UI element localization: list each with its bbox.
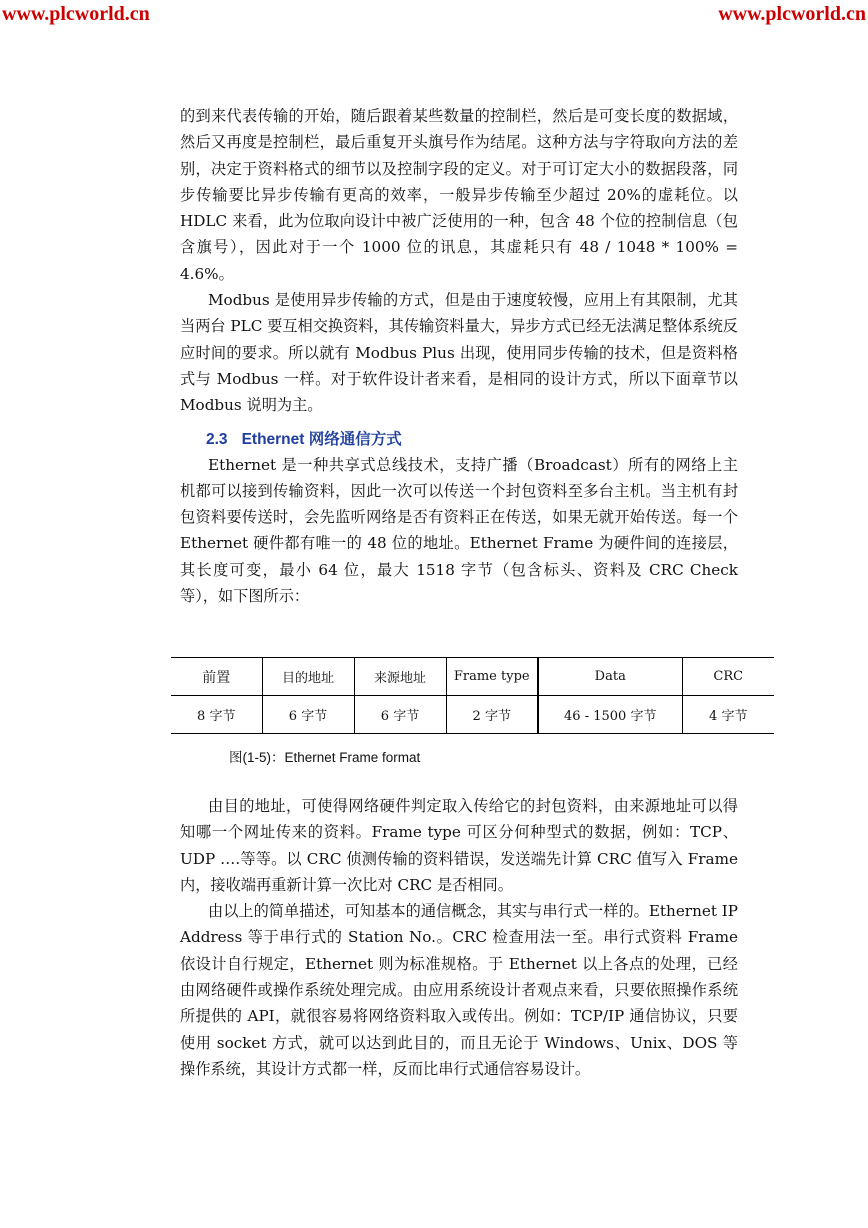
header-link-right[interactable]: www.plcworld.cn	[718, 3, 866, 25]
ethernet-frame-table	[171, 657, 774, 734]
paragraph-frame-fields: 由目的地址，可使得网络硬件判定取入传给它的封包资料，由来源地址可以得知哪一个网址传来的资料。Frame type 可区分何种型式的数据，例如：TCP、UDP ….等等。以 CRC 侦测传输的资料错误，发送端先计算 CRC 值写入 Frame 内，接收端再重新计算一次比对 CRC 是否相同。	[180, 797, 738, 894]
table-header-row	[171, 658, 774, 696]
table-cell: 46 - 1500 字节	[538, 696, 682, 734]
table-header-cell: Frame type	[446, 658, 538, 696]
table-cell: 8 字节	[171, 696, 262, 734]
table-cell: 6 字节	[354, 696, 446, 734]
section-title: Ethernet 网络通信方式	[241, 430, 402, 448]
paragraph-sync-transmission: 的到来代表传输的开始，随后跟着某些数量的控制栏，然后是可变长度的数据域，然后又再度是控制栏，最后重复开头旗号作为结尾。这种方法与字符取向方法的差别，决定于资料格式的细节以及控制字段的定义。对于可订定大小的数据段落，同步传输要比异步传输有更高的效率，一般异步传输至少超过 20%的虚耗位。以 HDLC 来看，此为位取向设计中被广泛使用的一种，包含 48 个位的控制信息（包含旗号），因此对于一个 1000 位的讯息，其虚耗只有 48 / 1048 * 100% = 4.6%。	[180, 107, 738, 283]
table-cell: 6 字节	[262, 696, 354, 734]
table-cell: 2 字节	[446, 696, 538, 734]
paragraph-ethernet: Ethernet 是一种共享式总线技术，支持广播（Broadcast）所有的网络上主机都可以接到传输资料，因此一次可以传送一个封包资料至多台主机。当主机有封包资料要传送时，会先监听网络是否有资料正在传送，如果无就开始传送。每一个 Ethernet 硬件都有唯一的 48 位的地址。Ethernet Frame 为硬件间的连接层，其长度可变，最小 64 位，最大 1518 字节（包含标头、资料及 CRC Check 等），如下图所示：	[180, 455, 738, 606]
table-header-cell: 目的地址	[262, 658, 354, 696]
table-header-cell: CRC	[682, 658, 774, 696]
header-link-left[interactable]: www.plcworld.cn	[2, 3, 150, 25]
section-number: 2.3	[206, 430, 228, 448]
table-header-cell: 来源地址	[354, 658, 446, 696]
table-row	[171, 696, 774, 734]
table-header-cell: 前置	[171, 658, 262, 696]
figure-caption: 图(1-5)：Ethernet Frame format	[229, 750, 421, 765]
table-header-cell: Data	[538, 658, 682, 696]
table-cell: 4 字节	[682, 696, 774, 734]
body-text-upper	[180, 103, 738, 609]
paragraph-summary: 由以上的简单描述，可知基本的通信概念，其实与串行式一样的。Ethernet IP Address 等于串行式的 Station No.。CRC 检查用法一至。串行式资料 Frame 依设计自行规定，Ethernet 则为标准规格。于 Ethernet 以上各点的处理，已经由网络硬件或操作系统处理完成。由应用系统设计者观点来看，只要依照操作系统所提供的 API，就很容易将网络资料取入或传出。例如：TCP/IP 通信协议，只要使用 socket 方式，就可以达到此目的，而且无论于 Windows、Unix、DOS 等操作系统，其设计方式都一样，反而比串行式通信容易设计。	[180, 902, 738, 1078]
section-heading	[206, 428, 738, 452]
paragraph-modbus: Modbus 是使用异步传输的方式，但是由于速度较慢，应用上有其限制，尤其当两台 PLC 要互相交换资料，其传输资料量大，异步方式已经无法满足整体系统反应时间的要求。所以就有 Modbus Plus 出现，使用同步传输的技术，但是资料格式与 Modbus 一样。对于软件设计者来看，是相同的设计方式，所以下面章节以 Modbus 说明为主。	[180, 291, 738, 415]
body-text-lower	[180, 793, 738, 1082]
